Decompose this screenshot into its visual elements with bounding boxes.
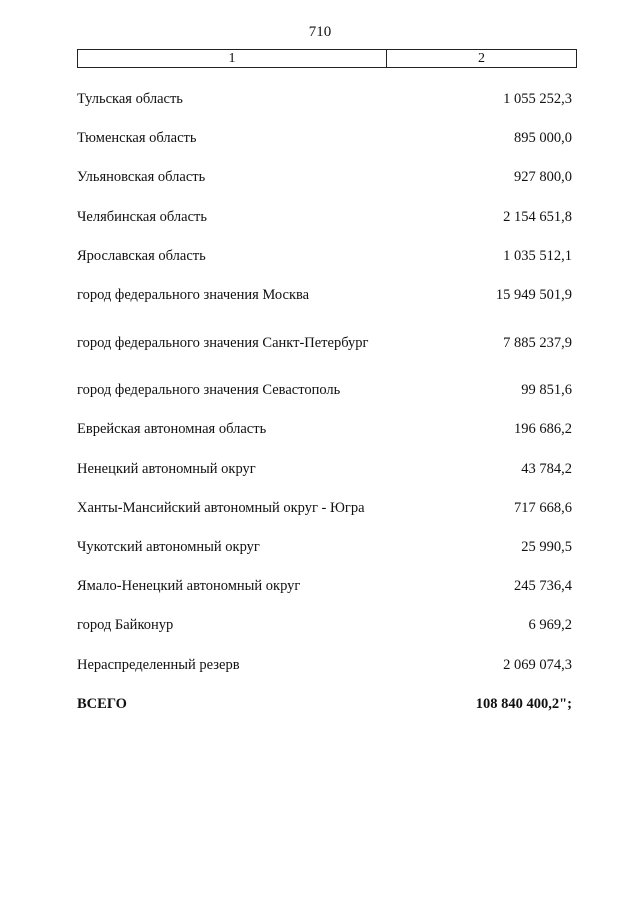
row-name: Ненецкий автономный округ: [77, 460, 256, 477]
row-value: 7 885 237,9: [503, 334, 572, 351]
row-name: город федерального значения Санкт-Петербург: [77, 334, 369, 351]
row-name: Чукотский автономный округ: [77, 538, 260, 555]
total-row: [77, 685, 572, 724]
table-body: [77, 80, 572, 724]
column-header: [77, 49, 577, 68]
total-label: ВСЕГО: [77, 695, 127, 712]
row-name: Тульская область: [77, 91, 183, 108]
table-row: [77, 119, 572, 158]
row-value: 1 055 252,3: [503, 91, 572, 108]
row-value: 25 990,5: [521, 538, 572, 555]
row-value: 2 069 074,3: [503, 656, 572, 673]
row-value: 2 154 651,8: [503, 208, 572, 225]
row-name: Ханты-Мансийский автономный округ - Югра: [77, 499, 365, 516]
row-value: 6 969,2: [528, 617, 572, 634]
table-row: [77, 450, 572, 489]
row-value: 245 736,4: [514, 578, 572, 595]
row-name: город федерального значения Севастополь: [77, 382, 341, 399]
row-name: Ярославская область: [77, 247, 206, 264]
table-row: [77, 158, 572, 197]
page-number: 710: [308, 24, 332, 40]
table-row: [77, 371, 572, 410]
row-name: город федерального значения Москва: [77, 287, 310, 304]
row-value: 895 000,0: [514, 130, 572, 147]
table-row: [77, 645, 572, 684]
row-name: Ульяновская область: [77, 169, 206, 186]
column-header-1: 1: [78, 50, 387, 67]
table-row: [77, 315, 572, 371]
table-row: [77, 567, 572, 606]
column-header-2: 2: [478, 51, 485, 66]
row-name: Тюменская область: [77, 130, 197, 147]
row-name: Еврейская автономная область: [77, 421, 267, 438]
table-row: [77, 276, 572, 315]
row-value: 99 851,6: [521, 382, 572, 399]
row-value: 717 668,6: [514, 499, 572, 516]
row-value: 196 686,2: [514, 421, 572, 438]
row-value: 1 035 512,1: [503, 247, 572, 264]
row-value: 927 800,0: [514, 169, 572, 186]
table-row: [77, 606, 572, 645]
row-name: Нераспределенный резерв: [77, 656, 240, 673]
row-value: 43 784,2: [521, 460, 572, 477]
table-row: [77, 237, 572, 276]
row-name: город Байконур: [77, 617, 174, 634]
table-row: [77, 198, 572, 237]
table-row: [77, 528, 572, 567]
row-value: 15 949 501,9: [495, 287, 572, 304]
table-row: [77, 410, 572, 449]
total-value: 108 840 400,2";: [475, 695, 572, 712]
table-row: [77, 80, 572, 119]
row-name: Ямало-Ненецкий автономный округ: [77, 578, 301, 595]
table-row: [77, 489, 572, 528]
row-name: Челябинская область: [77, 208, 207, 225]
